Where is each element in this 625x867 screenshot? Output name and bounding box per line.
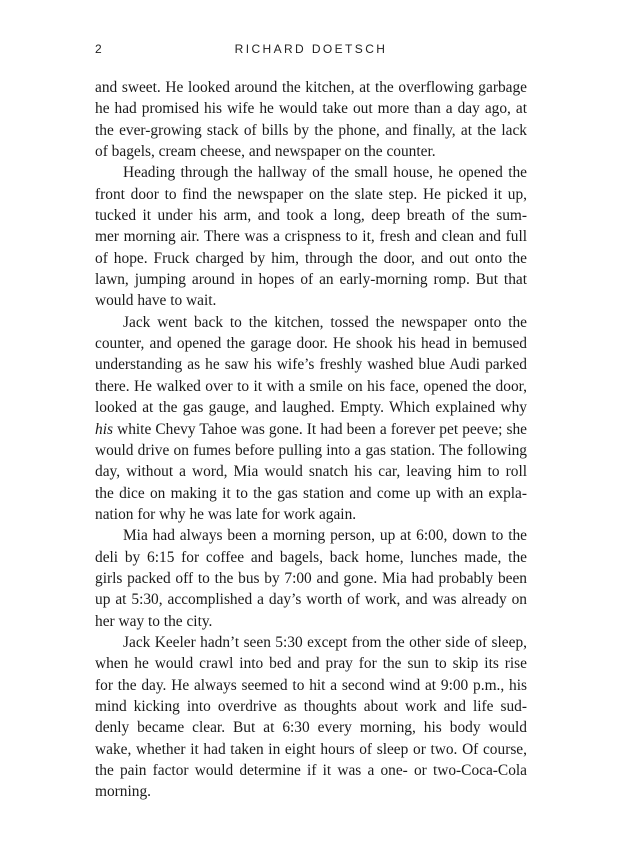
text-line: Jack went back to the kitchen, tossed the newspaper onto the — [123, 313, 527, 331]
text-line: girls packed off to the bus by 7:00 and gone. Mia had probably been — [95, 569, 527, 587]
text-line: the pain factor would determine if it was a one- or two-Coca-Cola — [95, 762, 527, 779]
line-remainder: white Chevy Tahoe was gone. It had been a forever pet peeve; she — [112, 420, 527, 438]
text-line: morning. — [95, 783, 152, 801]
text-line: Jack Keeler hadn’t seen 5:30 except from the other side of sleep, — [123, 633, 527, 651]
text-line: mer morning air. There was a crispness to it, fresh and clean and full — [95, 228, 527, 246]
text-line: day, without a word, Mia would snatch his car, leaving him to roll — [95, 463, 527, 481]
text-line: Heading through the hallway of the small house, he opened the — [123, 164, 527, 182]
text-line: front door to find the newspaper on the slate step. He picked it up, — [95, 185, 527, 203]
paragraph-4 — [95, 525, 527, 632]
text-line: her way to the city. — [95, 612, 213, 630]
text-line: when he would crawl into bed and pray for the sun to skip its rise — [95, 655, 527, 673]
text-line: for the day. He always seemed to hit a second wind at 9:00 p.m., his — [95, 676, 527, 694]
paragraph-1 — [95, 77, 527, 162]
text-line: Mia had always been a morning person, up at 6:00, down to the — [123, 527, 527, 545]
text-line: the ever-growing stack of bills by the phone, and finally, at the lack — [95, 121, 527, 139]
text-line: and sweet. He looked around the kitchen, at the overflowing garbage — [95, 79, 527, 96]
text-line: lawn, jumping around in hopes of an early-morning romp. But that — [95, 271, 527, 289]
text-line: tucked it under his arm, and took a long, deep breath of the sum- — [95, 207, 527, 225]
text-line: wake, whether it had taken in eight hours of sleep or two. Of course, — [95, 740, 527, 758]
text-line: of bagels, cream cheese, and newspaper on the counter. — [95, 143, 436, 161]
text-line: the dice on making it to the gas station and come up with an expla- — [95, 484, 527, 502]
text-line: would have to wait. — [95, 292, 217, 310]
text-line: looked at the gas gauge, and laughed. Empty. Which explained why — [95, 399, 527, 417]
text-line: up at 5:30, accomplished a day’s worth of work, and was already on — [95, 591, 527, 609]
text-line-with-italic — [95, 419, 527, 440]
paragraph-5 — [95, 632, 527, 803]
text-line: there. He walked over to it with a smile on his face, opened the door, — [95, 377, 527, 395]
text-line: of hope. Fruck charged by him, through the door, and out onto the — [95, 249, 527, 267]
text-line: would drive on fumes before pulling into a gas station. The following — [95, 441, 527, 459]
text-line: deli by 6:15 for coffee and bagels, back home, lunches made, the — [95, 548, 527, 566]
text-line: mind kicking into overdrive as thoughts about work and life sud- — [95, 697, 527, 715]
text-line: denly became clear. But at 6:30 every morning, his body would — [95, 719, 527, 737]
text-line: he had promised his wife he would take out more than a day ago, at — [95, 100, 527, 118]
author-name: RICHARD DOETSCH — [234, 42, 388, 56]
paragraph-3 — [95, 312, 527, 525]
running-head — [95, 42, 527, 58]
body-text — [95, 77, 527, 803]
text-line: nation for why he was late for work again. — [95, 505, 357, 523]
paragraph-2 — [95, 162, 527, 311]
text-line: understanding as he saw his wife’s freshly washed blue Audi parked — [95, 356, 527, 374]
italic-word: his — [95, 420, 113, 438]
text-line: counter, and opened the garage door. He shook his head in bemused — [95, 335, 527, 353]
page-number: 2 — [95, 42, 102, 56]
